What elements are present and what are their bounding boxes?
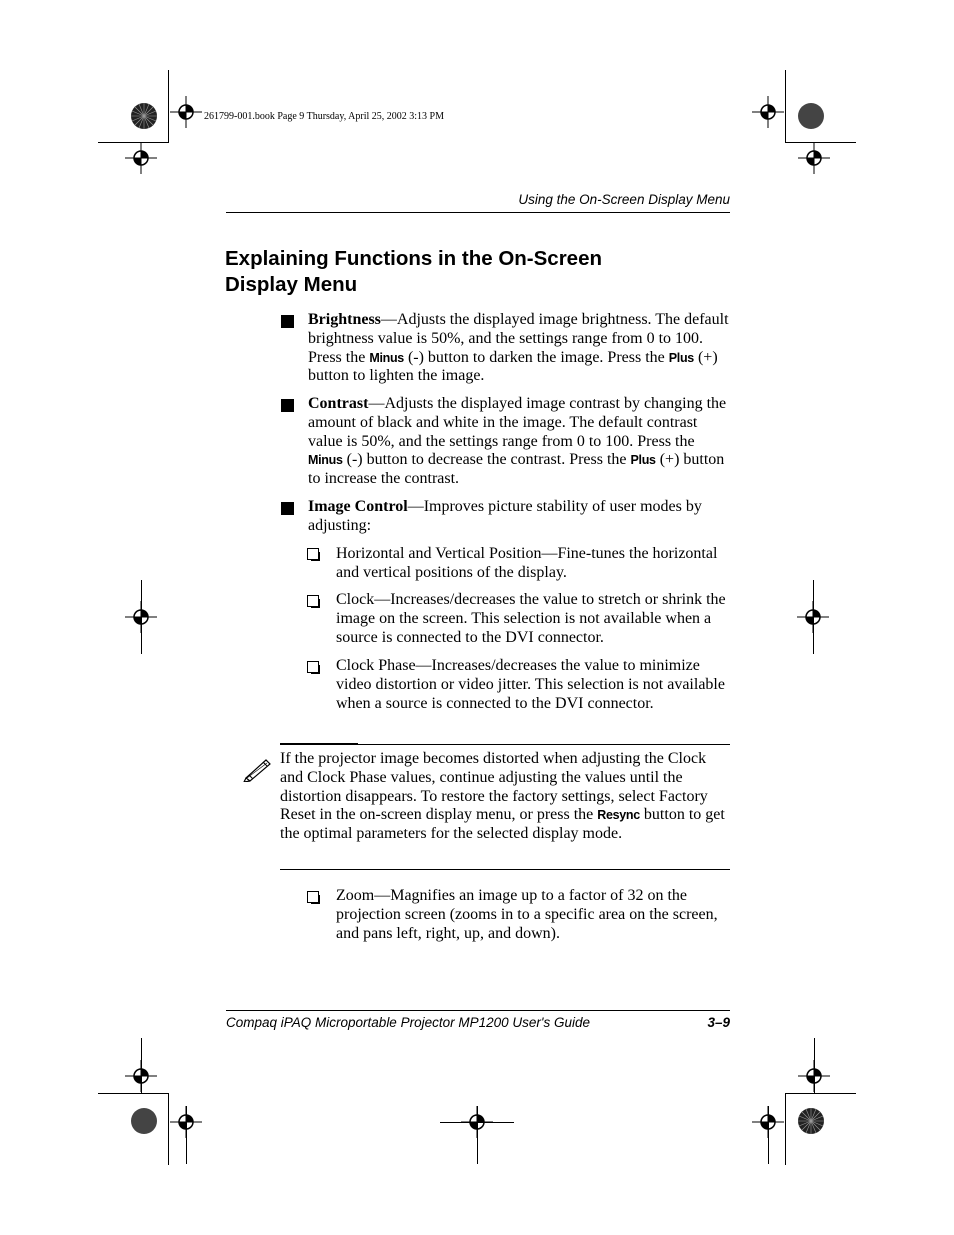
starburst-target-icon bbox=[797, 102, 825, 130]
crop-mark bbox=[814, 1038, 815, 1093]
page-number: 3–9 bbox=[707, 1015, 730, 1030]
checkbox-bullet-icon bbox=[307, 661, 319, 673]
list-item-contrast: Contrast—Adjusts the displayed image contrast by changing the amount of black and white in the image. The default contrast value is 50%, and the settings range from 0 to 100. Press the Minus (-) button to decrease the contrast. Press the Plus (+) button to increase the contrast. bbox=[308, 395, 727, 488]
print-slug: 261799-001.book Page 9 Thursday, April 25, 2002 3:13 PM bbox=[204, 111, 444, 122]
item-term: Image Control bbox=[308, 498, 408, 515]
pencil-note-icon bbox=[242, 756, 274, 782]
plus-button-label: Plus bbox=[630, 453, 656, 468]
running-head: Using the On-Screen Display Menu bbox=[518, 192, 730, 207]
checkbox-bullet-icon bbox=[307, 595, 319, 607]
footer-title: Compaq iPAQ Microportable Projector MP1200 User's Guide bbox=[226, 1015, 590, 1030]
crosshair-registration-icon bbox=[170, 96, 202, 128]
subitem-zoom: Zoom—Magnifies an image up to a factor of 32 on the projection screen (zooms in to a specific area on the screen, and pans left, right, up, and down). bbox=[336, 887, 718, 942]
crop-mark bbox=[141, 580, 142, 654]
footer-rule bbox=[226, 1010, 730, 1011]
starburst-target-icon bbox=[130, 102, 158, 130]
note-bottom-rule bbox=[280, 869, 730, 870]
crop-mark bbox=[186, 1106, 187, 1164]
heading-line-2: Display Menu bbox=[225, 273, 358, 296]
crop-mark bbox=[168, 70, 169, 143]
bullet-icon bbox=[281, 315, 294, 328]
plus-button-label: Plus bbox=[668, 350, 694, 365]
checkbox-bullet-icon bbox=[307, 548, 319, 560]
resync-button-label: Resync bbox=[597, 808, 640, 823]
note-text: If the projector image becomes distorted when adjusting the Clock and Clock Phase values, continue adjusting the values until the distortion disappears. To restore the factory settings, select Factory Reset in the on-screen display menu, or press the Resync button to get the optimal parameters for the selected display mode. bbox=[280, 750, 725, 843]
note-top-rule-accent bbox=[280, 743, 358, 745]
crosshair-registration-icon bbox=[125, 142, 157, 174]
item-term: Contrast bbox=[308, 395, 369, 412]
crop-mark bbox=[785, 70, 786, 143]
crop-mark bbox=[768, 1106, 769, 1164]
bullet-icon bbox=[281, 502, 294, 515]
header-rule bbox=[226, 212, 730, 213]
subitem-clock: Clock—Increases/decreases the value to stretch or shrink the image on the screen. This selection is not available when a source is connected to the DVI connector. bbox=[336, 591, 726, 646]
list-item-image-control: Image Control—Improves picture stability of user modes by adjusting: bbox=[308, 498, 702, 534]
subitem-position: Horizontal and Vertical Position—Fine-tunes the horizontal and vertical positions of the display. bbox=[336, 545, 718, 581]
heading-line-1: Explaining Functions in the On-Screen bbox=[225, 247, 603, 270]
crosshair-registration-icon bbox=[798, 142, 830, 174]
crop-mark bbox=[141, 1038, 142, 1093]
crop-mark bbox=[168, 1093, 169, 1165]
starburst-target-icon bbox=[130, 1107, 158, 1135]
crop-mark bbox=[785, 1093, 786, 1165]
crop-mark bbox=[786, 1093, 856, 1094]
checkbox-bullet-icon bbox=[307, 891, 319, 903]
bullet-icon bbox=[281, 399, 294, 412]
subitem-clock-phase: Clock Phase—Increases/decreases the value to minimize video distortion or video jitter. This selection is not available when a source is connected to the DVI connector. bbox=[336, 657, 725, 712]
minus-button-label: Minus bbox=[369, 350, 404, 365]
crop-mark bbox=[813, 580, 814, 654]
footer bbox=[226, 1015, 730, 1030]
starburst-target-icon bbox=[797, 1107, 825, 1135]
crop-mark bbox=[477, 1106, 478, 1164]
item-term: Brightness bbox=[308, 311, 381, 328]
crop-mark bbox=[98, 1093, 168, 1094]
section-heading bbox=[225, 246, 705, 298]
minus-button-label: Minus bbox=[308, 453, 343, 468]
list-item-brightness: Brightness—Adjusts the displayed image brightness. The default brightness value is 50%, and the settings range from 0 to 100. Press the Minus (-) button to darken the image. Press the Plus (+) button to lighten the image. bbox=[308, 311, 729, 385]
crosshair-registration-icon bbox=[752, 96, 784, 128]
